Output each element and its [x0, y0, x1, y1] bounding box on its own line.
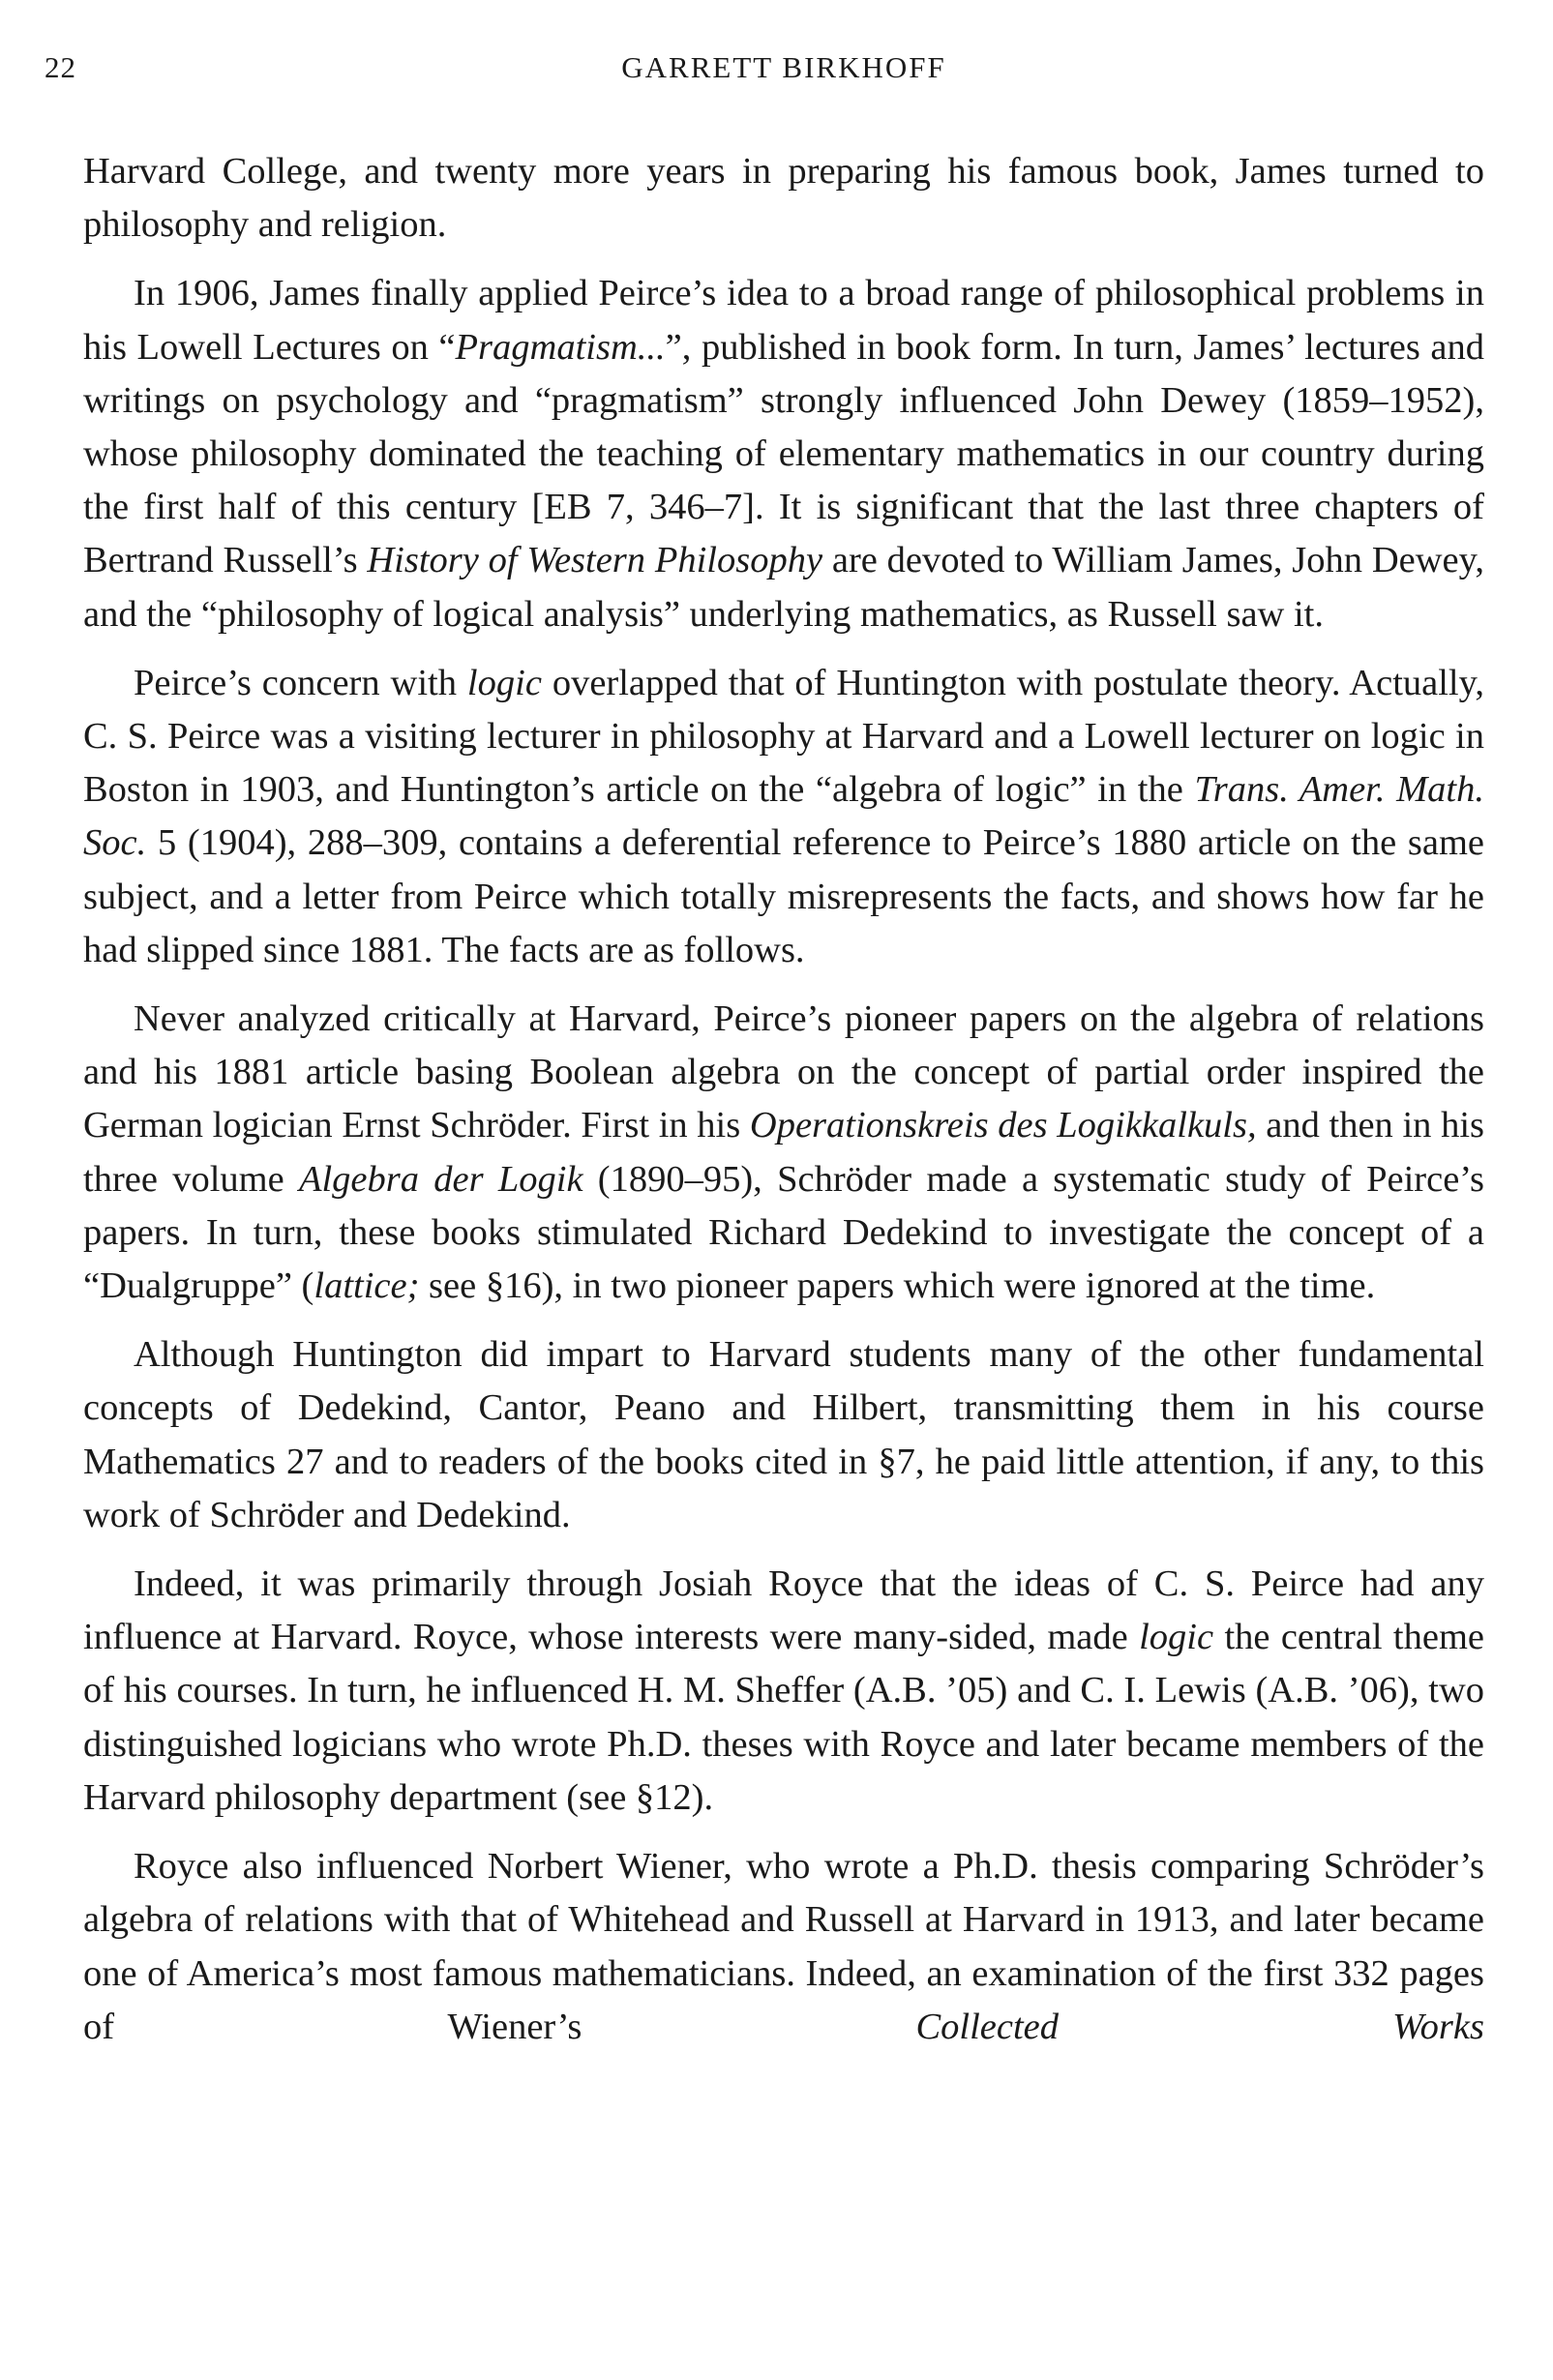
paragraph-7 [83, 1840, 1484, 2054]
text-run: overlapped that of Huntington with postulate theory. Actually, C. S. Peirce was a visiting lecturer in philosophy at Harvard and a Lowell lecturer on logic in Boston in 1903, and Huntington’s article on the “algebra of logic” in the [83, 662, 1484, 811]
running-head [45, 0, 1484, 145]
text-run: the central theme of his courses. In turn, he influenced H. M. Sheffer (A.B. ’05) and C. I. Lewis (A.B. ’06), two distinguished logicians who wrote Ph.D. theses with Royce and later became members of the Harvard philosophy department (see §12). [83, 1617, 1484, 1818]
page [45, 0, 1485, 2069]
text-run: Indeed, it was primarily through Josiah Royce that the ideas of C. S. Peirce had any influence at Harvard. Royce, whose interests were many-sided, made [83, 1563, 1484, 1658]
text-run: In 1906, James finally applied Peirce’s idea to a broad range of philosophical problems in his Lowell Lectures on “ [83, 273, 1484, 368]
text-run: Harvard College, and twenty more years in preparing his famous book, James turned to philosophy and religion. [83, 151, 1484, 246]
paragraph-3 [83, 657, 1484, 977]
text-run: Although Huntington did impart to Harvard students many of the other fundamental concepts of Dedekind, Cantor, Peano and Hilbert, transmitting them in his course Mathematics 27 and to readers of the books cited in §7, he paid little attention, if any, to this work of Schröder and Dedekind. [83, 1334, 1484, 1535]
text-run: are devoted to William James, John Dewey, and the “philosophy of logical analysis” underlying mathematics, as Russell saw it. [83, 540, 1485, 635]
paragraph-1 [83, 145, 1484, 252]
paragraph-4 [83, 993, 1484, 1313]
italic-run: History of Western Philosophy [367, 540, 823, 581]
italic-run: logic [1139, 1617, 1214, 1658]
paragraph-6 [83, 1558, 1484, 1825]
text-run: Peirce’s concern with [134, 662, 467, 703]
italic-run: Algebra der Logik [298, 1158, 583, 1200]
body-text [83, 145, 1484, 2054]
paragraph-5 [83, 1328, 1484, 1542]
text-run: see §16), in two pioneer papers which were ignored at the time. [419, 1265, 1376, 1307]
text-run: (1890–95), Schröder made a systematic study of Peirce’s papers. In turn, these books stimulated Richard Dedekind to investigate the concept of a “Dualgruppe” ( [83, 1158, 1484, 1307]
italic-run: Operationskreis des Logikkalkuls, [749, 1105, 1257, 1146]
italic-run: Pragmatism... [455, 326, 666, 368]
text-run: ”, published in book form. In turn, James’ lectures and writings on psychology and “pragmatism” strongly influenced John Dewey (1859–1952), whose philosophy dominated the teaching of elementary mathematics in our country during the first half of this century [EB 7, 346–7]. It is significant that the last three chapters of Bertrand Russell’s [83, 326, 1484, 581]
paragraph-2 [83, 267, 1484, 640]
italic-run: logic [466, 662, 542, 703]
text-run: and then in his three volume [83, 1105, 1485, 1200]
running-title: GARRETT BIRKHOFF [621, 50, 946, 84]
text-run: Never analyzed critically at Harvard, Peirce’s pioneer papers on the algebra of relations and his 1881 article basing Boolean algebra on the concept of partial order inspired the German logician Ernst Schröder. First in his [83, 998, 1484, 1146]
italic-run: Trans. Amer. Math. Soc. [83, 769, 1484, 864]
text-run: 5 (1904), 288–309, contains a deferential reference to Peirce’s 1880 article on the same subject, and a letter from Peirce which totally misrepresents the facts, and shows how far he had slipped since 1881. The facts are as follows. [83, 822, 1484, 970]
page-number: 22 [45, 50, 76, 84]
italic-run: lattice; [314, 1265, 420, 1307]
italic-run: Collected Works [915, 2006, 1484, 2047]
text-run: Royce also influenced Norbert Wiener, who wrote a Ph.D. thesis comparing Schröder’s algebra of relations with that of Whitehead and Russell at Harvard in 1913, and later became one of America’s most famous mathematicians. Indeed, an examination of the first 332 pages of Wiener’s [83, 1846, 1484, 2047]
